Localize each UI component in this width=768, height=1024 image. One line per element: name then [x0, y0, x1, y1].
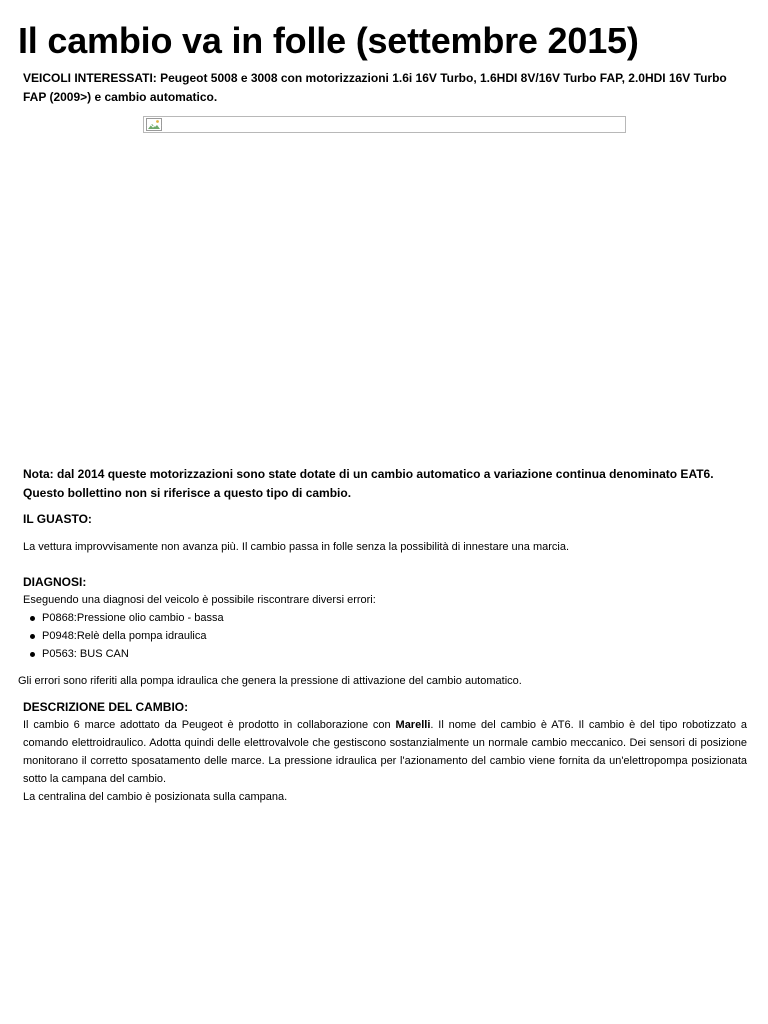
hydraulic-pump-note: Gli errori sono riferiti alla pompa idraulica che genera la pressione di attivazione del cambio automatico.: [18, 675, 522, 687]
affected-vehicles-text: VEICOLI INTERESSATI: Peugeot 5008 e 3008 con motorizzazioni 1.6i 16V Turbo, 1.6HDI 8V/16V Turbo FAP, 2.0HDI 16V Turbo FAP (2009>) e cambio automatico.: [23, 71, 727, 104]
gearbox-description-intro: Il cambio 6 marce adottato da Peugeot è prodotto in collaborazione con: [23, 719, 396, 731]
error-code-text: P0868:Pressione olio cambio - bassa: [42, 612, 224, 624]
list-item: [23, 627, 747, 645]
broken-image-placeholder: [143, 116, 626, 133]
bullet-icon: [30, 616, 35, 621]
gearbox-description-heading: DESCRIZIONE DEL CAMBIO:: [23, 700, 189, 714]
error-code-text: P0563: BUS CAN: [42, 648, 129, 660]
fault-description: La vettura improvvisamente non avanza più. Il cambio passa in folle senza la possibilità di innestare una marcia.: [23, 541, 570, 553]
model-note: Nota: dal 2014 queste motorizzazioni sono state dotate di un cambio automatico a variazione continua denominato EAT6. Questo bollettino non si riferisce a questo tipo di cambio.: [23, 467, 714, 500]
diagnosis-heading: DIAGNOSI:: [23, 575, 87, 589]
list-item: [23, 645, 747, 663]
control-unit-location: La centralina del cambio è posizionata sulla campana.: [23, 791, 288, 803]
page-title: Il cambio va in folle (settembre 2015): [18, 20, 639, 61]
diagnosis-intro: Eseguendo una diagnosi del veicolo è possibile riscontrare diversi errori:: [23, 594, 376, 606]
error-code-text: P0948:Relè della pompa idraulica: [42, 630, 207, 642]
gearbox-description: [23, 716, 747, 788]
bullet-icon: [30, 634, 35, 639]
list-item: [23, 609, 747, 627]
manufacturer-name: Marelli: [395, 719, 431, 731]
broken-image-icon: [145, 117, 163, 133]
fault-heading: IL GUASTO:: [23, 512, 92, 526]
gearbox-description-details: . Il nome del cambio è AT6. Il cambio è del tipo robotizzato a comando elettroidraulico. Adotta quindi delle elettrovalvole che gestiscono sostanzialmente un normale cambio meccanico. Dei sensori di posizione monitorano il corretto sposatamento delle marce. La pressione idraulica per l'azionamento del cambio viene fornita da un'elettropompa posizionata sotto la campana del cambio.: [23, 719, 747, 785]
error-codes-list: [23, 609, 747, 663]
bullet-icon: [30, 652, 35, 657]
